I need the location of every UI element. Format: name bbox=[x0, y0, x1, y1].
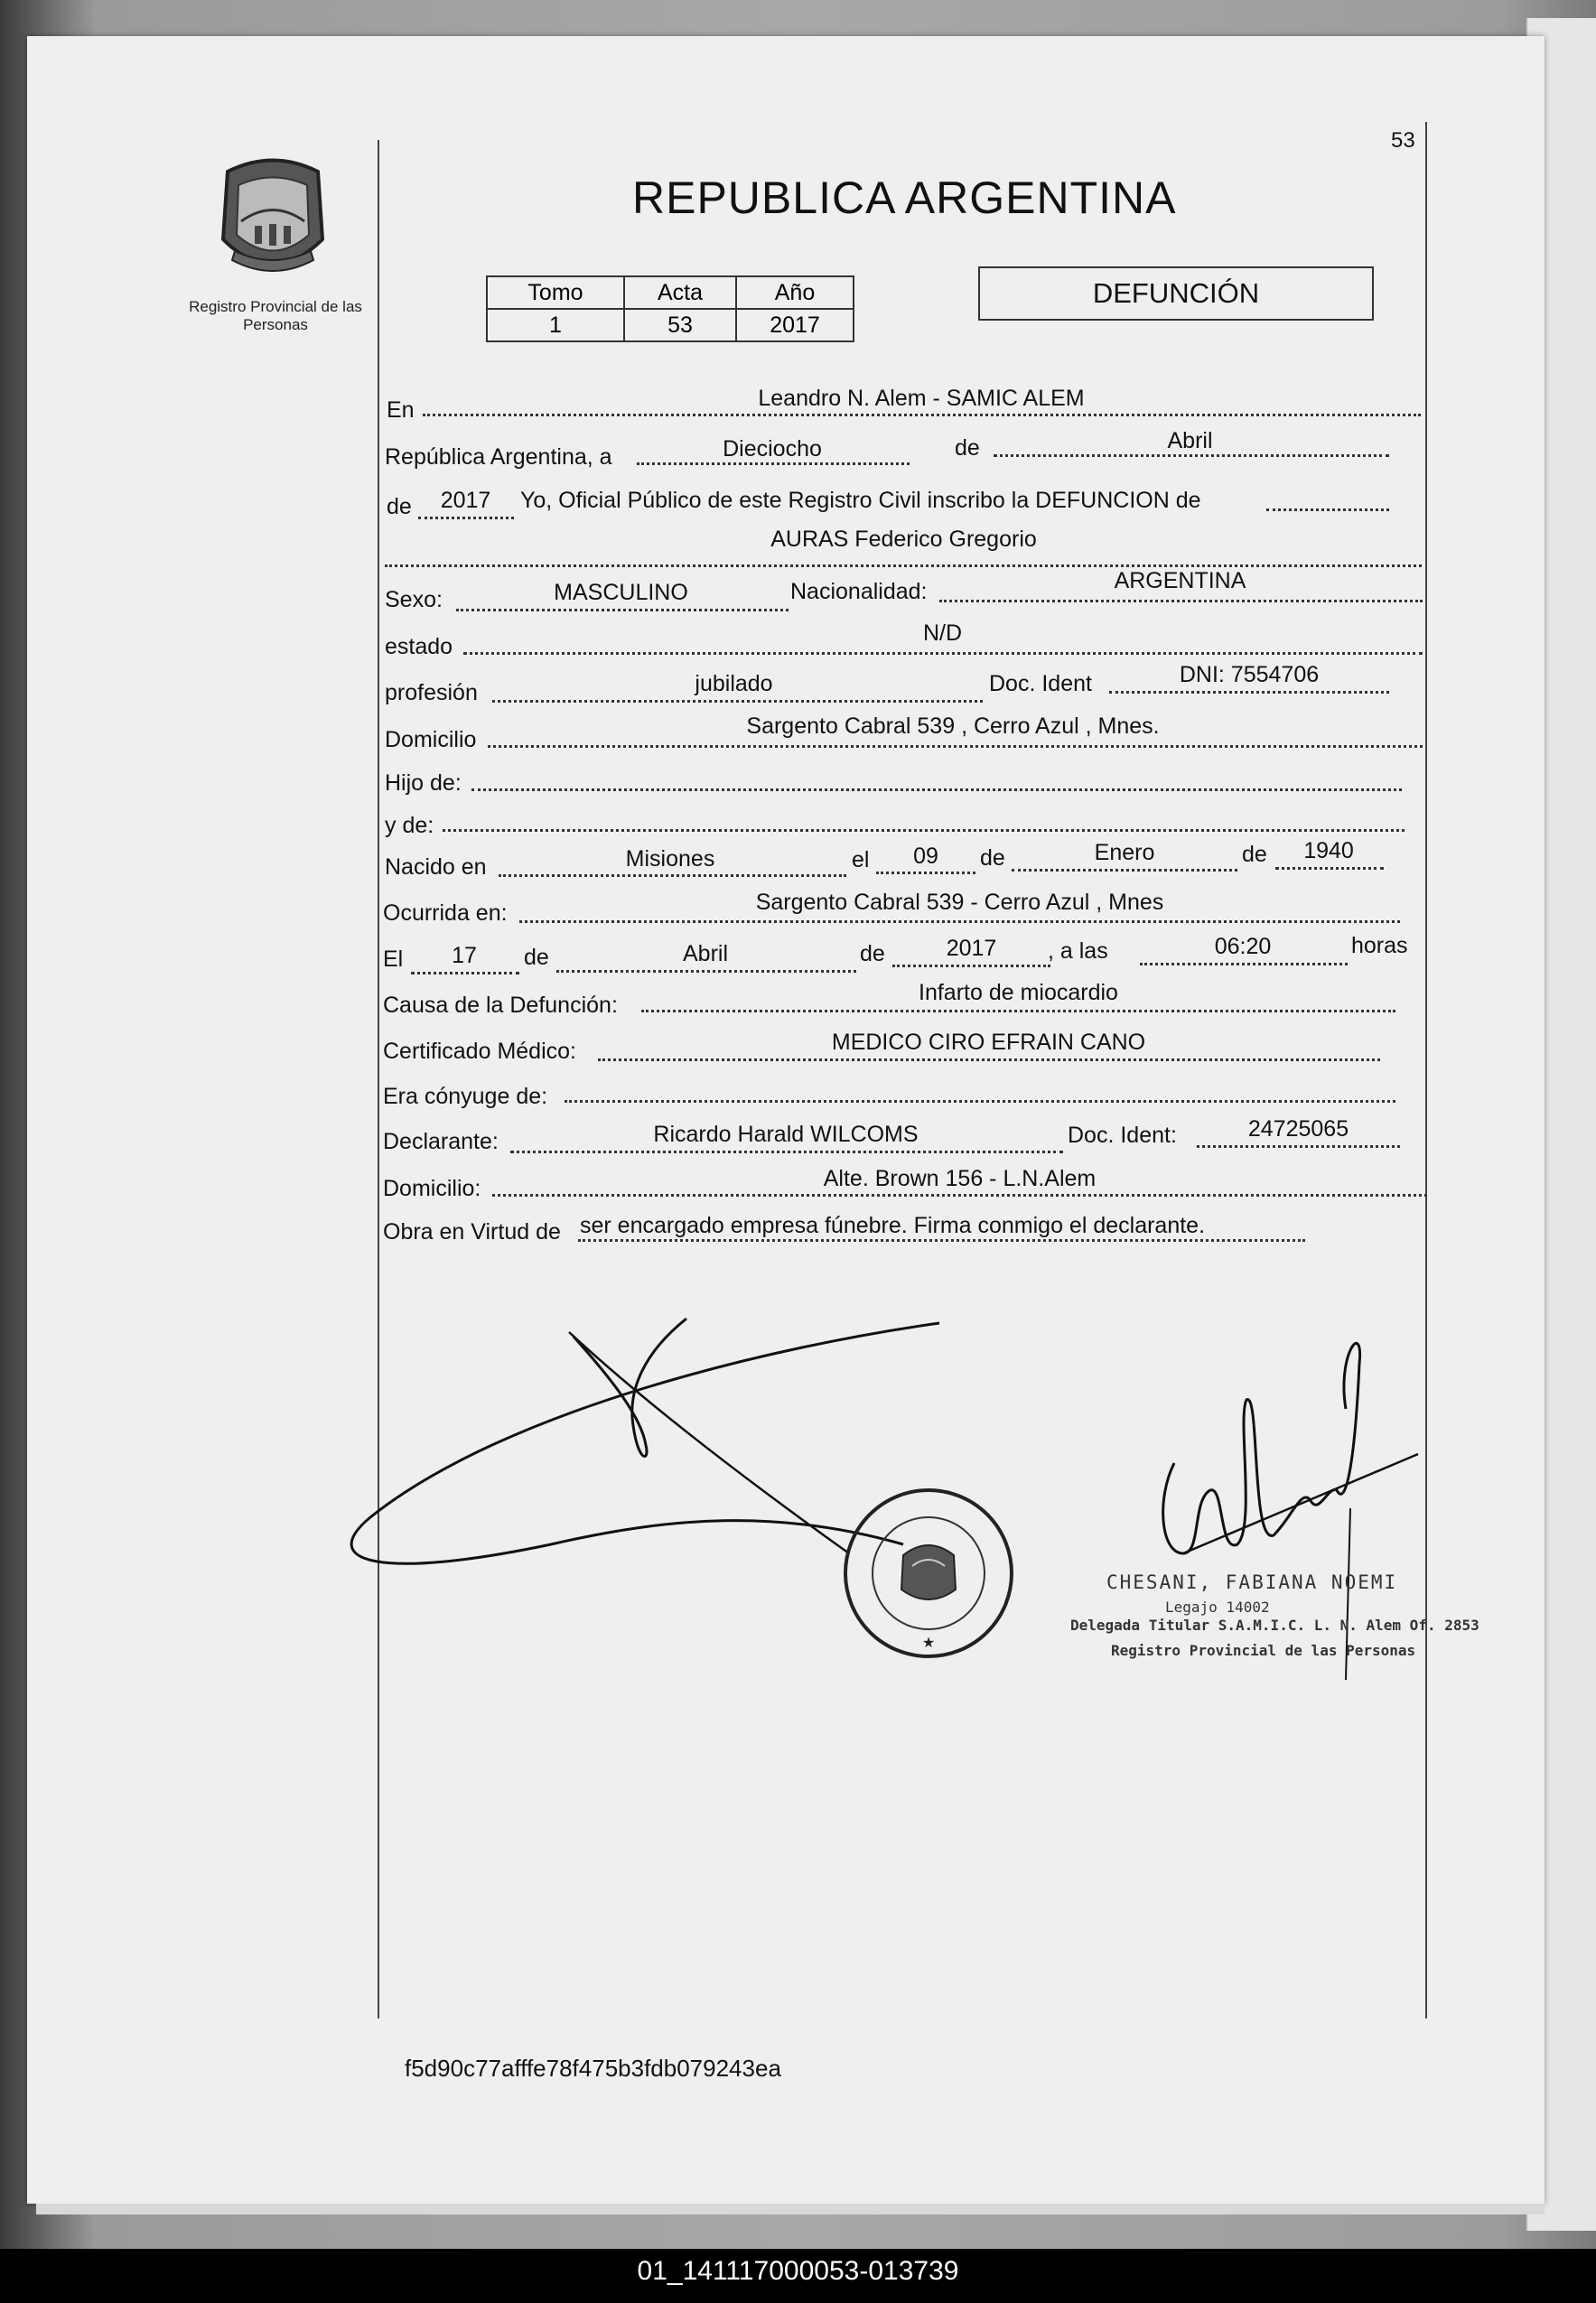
ocurrida-value: Sargento Cabral 539 - Cerro Azul , Mnes bbox=[755, 890, 1164, 915]
dotted-line bbox=[411, 972, 519, 974]
official-registry: Registro Provincial de las Personas bbox=[1111, 1642, 1416, 1659]
official-legajo: Legajo 14002 bbox=[1165, 1599, 1270, 1616]
dotted-line bbox=[492, 1194, 1427, 1197]
birth-month: Enero bbox=[1094, 840, 1155, 865]
ocurrida-label: Ocurrida en: bbox=[383, 900, 508, 926]
domicilio-label: Domicilio bbox=[385, 727, 477, 752]
dotted-line bbox=[1266, 508, 1389, 511]
dotted-line bbox=[994, 454, 1389, 457]
year-value: 2017 bbox=[440, 488, 491, 513]
estado-label: estado bbox=[385, 634, 453, 659]
dotted-line bbox=[598, 1058, 1380, 1061]
dotted-line bbox=[556, 970, 856, 973]
de-label-6: de bbox=[860, 941, 885, 966]
page-number: 53 bbox=[1391, 128, 1415, 153]
birth-day: 09 bbox=[913, 844, 938, 869]
de-label-3: de bbox=[980, 845, 1005, 871]
acta-header: Acta bbox=[624, 276, 736, 309]
El-label: El bbox=[383, 946, 404, 972]
hijo-label: Hijo de: bbox=[385, 770, 462, 796]
dotted-line bbox=[641, 1010, 1395, 1012]
de-label-5: de bbox=[524, 945, 549, 970]
obra-label: Obra en Virtud de bbox=[383, 1219, 561, 1245]
anio-header: Año bbox=[736, 276, 854, 309]
certificado-value: MEDICO CIRO EFRAIN CANO bbox=[831, 1030, 1146, 1055]
dotted-line bbox=[385, 564, 1422, 567]
obra-value: ser encargado empresa fúnebre. Firma conmigo el declarante. bbox=[580, 1213, 1206, 1238]
dotted-line bbox=[578, 1239, 1305, 1242]
registry-round-stamp bbox=[845, 1490, 1012, 1656]
birth-year: 1940 bbox=[1303, 838, 1354, 863]
official-title: Delegada Titular S.A.M.I.C. L. N. Alem Of. 2853 bbox=[1070, 1617, 1479, 1634]
decl-doc-label: Doc. Ident: bbox=[1068, 1123, 1177, 1148]
provincia-misiones-seal-icon bbox=[210, 154, 336, 289]
location-value: Leandro N. Alem - SAMIC ALEM bbox=[758, 386, 1085, 411]
nacionalidad-value: ARGENTINA bbox=[1114, 568, 1246, 593]
profesion-label: profesión bbox=[385, 680, 478, 705]
official-name: CHESANI, FABIANA NOEMI bbox=[1106, 1571, 1398, 1593]
en-label: En bbox=[387, 397, 415, 423]
footer-id: 01_141117000053-013739 bbox=[637, 2256, 959, 2286]
death-time: 06:20 bbox=[1214, 934, 1272, 959]
causa-label: Causa de la Defunción: bbox=[383, 993, 618, 1018]
day-value: Dieciocho bbox=[723, 436, 822, 462]
dotted-line bbox=[565, 1100, 1395, 1103]
dotted-line bbox=[488, 745, 1423, 748]
dotted-line bbox=[510, 1151, 1063, 1153]
decl-doc-value: 24725065 bbox=[1247, 1116, 1349, 1142]
page-title: REPUBLICA ARGENTINA bbox=[632, 172, 1177, 223]
tomo-value: 1 bbox=[487, 309, 624, 341]
dotted-line bbox=[892, 965, 1050, 967]
de-label-4: de bbox=[1242, 842, 1267, 867]
dotted-line bbox=[519, 920, 1400, 923]
nacido-value: Misiones bbox=[625, 846, 715, 872]
de-label-2: de bbox=[387, 494, 412, 519]
domicilio-value: Sargento Cabral 539 , Cerro Azul , Mnes. bbox=[746, 713, 1160, 739]
conyuge-label: Era cónyuge de: bbox=[383, 1084, 548, 1109]
anio-value: 2017 bbox=[736, 309, 854, 341]
nacionalidad-label: Nacionalidad: bbox=[790, 579, 928, 604]
dotted-line bbox=[492, 700, 983, 703]
yde-label: y de: bbox=[385, 813, 434, 838]
el-label: el bbox=[852, 847, 870, 872]
dotted-line bbox=[1275, 867, 1384, 870]
registry-caption: Registro Provincial de las Personas bbox=[189, 298, 362, 333]
de-label: de bbox=[955, 435, 980, 461]
decl-dom-value: Alte. Brown 156 - L.N.Alem bbox=[823, 1166, 1097, 1191]
dotted-line bbox=[418, 517, 514, 519]
declarante-label: Declarante: bbox=[383, 1129, 499, 1154]
dotted-line bbox=[471, 788, 1402, 791]
dotted-line bbox=[463, 652, 1423, 655]
declarante-value: Ricardo Harald WILCOMS bbox=[653, 1122, 919, 1147]
acta-table bbox=[486, 275, 854, 342]
official-signature bbox=[1163, 1343, 1360, 1553]
document-hash: f5d90c77afffe78f475b3fdb079243ea bbox=[405, 2055, 781, 2082]
sexo-label: Sexo: bbox=[385, 587, 443, 612]
decl-dom-label: Domicilio: bbox=[383, 1176, 481, 1201]
dotted-line bbox=[456, 609, 789, 611]
certificado-label: Certificado Médico: bbox=[383, 1039, 576, 1064]
dotted-line bbox=[499, 874, 846, 877]
dotted-line bbox=[939, 600, 1423, 602]
dotted-line bbox=[876, 872, 975, 874]
doc-ident-value: DNI: 7554706 bbox=[1179, 662, 1320, 687]
profesion-value: jubilado bbox=[695, 671, 773, 696]
acta-value: 53 bbox=[624, 309, 736, 341]
doc-ident-label: Doc. Ident bbox=[989, 671, 1092, 696]
dotted-line bbox=[1012, 869, 1237, 872]
dotted-line bbox=[637, 462, 910, 465]
death-month: Abril bbox=[682, 941, 728, 966]
document-type-box: DEFUNCIÓN bbox=[978, 266, 1374, 321]
page-edge bbox=[36, 2204, 1545, 2214]
month-value: Abril bbox=[1167, 428, 1213, 453]
republica-label: República Argentina, a bbox=[385, 444, 612, 470]
signatures-and-stamp bbox=[343, 1282, 1472, 1788]
horas-label: horas bbox=[1351, 933, 1408, 958]
svg-text:★: ★ bbox=[921, 1636, 936, 1651]
dotted-line bbox=[443, 829, 1405, 832]
alas-label: , a las bbox=[1048, 938, 1108, 964]
sexo-value: MASCULINO bbox=[554, 580, 688, 605]
statement-text: Yo, Oficial Público de este Registro Civil inscribo la DEFUNCION de bbox=[520, 488, 1201, 513]
estado-value: N/D bbox=[922, 620, 963, 646]
death-year: 2017 bbox=[946, 936, 997, 961]
deceased-name: AURAS Federico Gregorio bbox=[770, 527, 1037, 552]
death-day: 17 bbox=[452, 943, 477, 968]
dotted-line bbox=[1197, 1145, 1400, 1148]
dotted-line bbox=[423, 414, 1421, 416]
dotted-line bbox=[1140, 963, 1348, 965]
tomo-header: Tomo bbox=[487, 276, 624, 309]
causa-value: Infarto de miocardio bbox=[919, 980, 1118, 1005]
nacido-label: Nacido en bbox=[385, 854, 487, 880]
dotted-line bbox=[1109, 691, 1389, 694]
